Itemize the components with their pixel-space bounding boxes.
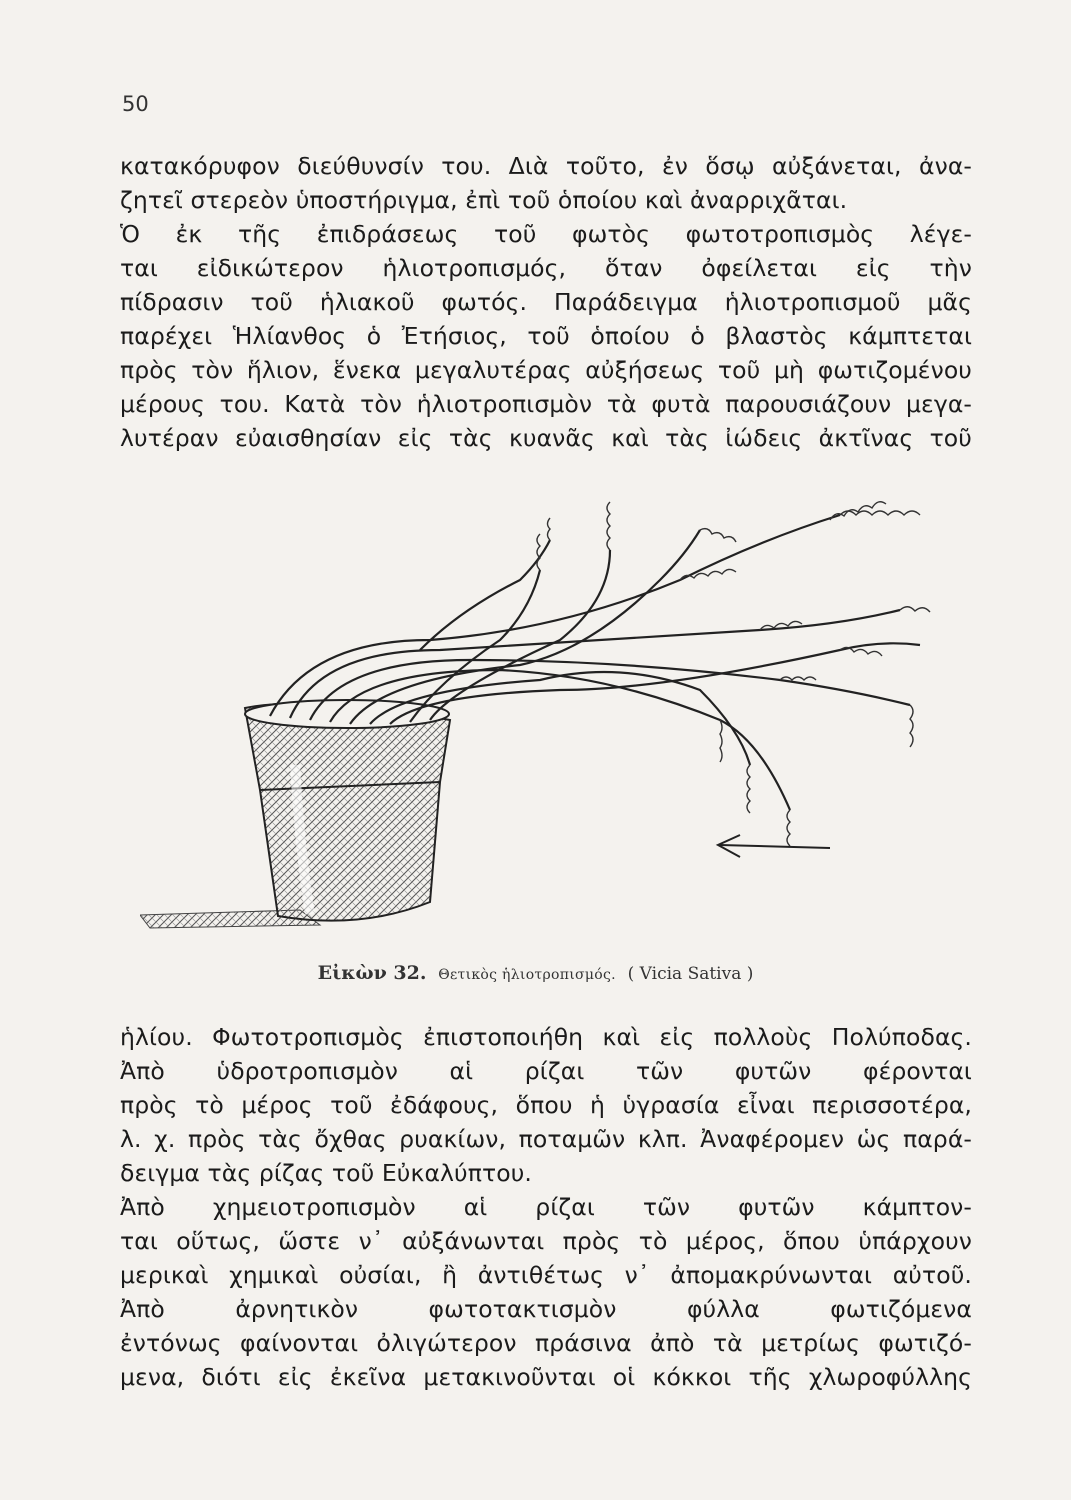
text-line: Ἀπὸ ὑδροτροπισμὸν αἱ ρίζαι τῶν φυτῶν φέρονται bbox=[120, 1057, 972, 1085]
caption-label: Εἰκὼν 32. bbox=[317, 962, 427, 984]
text-line: Ἀπὸ χημειοτροπισμὸν αἱ ρίζαι τῶν φυτῶν κάμπτον- bbox=[120, 1193, 972, 1221]
top-paragraphs bbox=[120, 149, 972, 455]
flower-pot bbox=[245, 700, 450, 921]
text-line: κατακόρυφον διεύθυνσίν του. Διὰ τοῦτο, ἐν ὅσῳ αὐξάνεται, ἀνα- bbox=[120, 152, 972, 180]
text-line: λυτέραν εὐαισθησίαν εἰς τὰς κυανᾶς καὶ τὰς ἰώδεις ἀκτῖνας τοῦ bbox=[120, 424, 972, 452]
text-line: ζητεῖ στερεὸν ὑποστήριγμα, ἐπὶ τοῦ ὁποίου καὶ ἀναρριχᾶται. bbox=[120, 186, 848, 214]
text-line: ται οὕτως, ὥστε ν᾽ αὐξάνωνται πρὸς τὸ μέρος, ὅπου ὑπάρχουν bbox=[120, 1227, 972, 1255]
caption-title: Θετικὸς ἡλιοτροπισμός. bbox=[438, 967, 616, 983]
text-line: ἡλίου. Φωτοτροπισμὸς ἐπιστοποιήθη καὶ εἰς πολλοὺς Πολύποδας. bbox=[120, 1023, 972, 1051]
text-line: ται εἰδικώτερον ἡλιοτροπισμός, ὅταν ὀφείλεται εἰς τὴν bbox=[120, 254, 972, 282]
text-line: Ὁ ἐκ τῆς ἐπιδράσεως τοῦ φωτὸς φωτοτροπισμὸς λέγε- bbox=[120, 220, 972, 248]
bottom-paragraphs bbox=[120, 1020, 972, 1394]
text-line: πρὸς τὸ μέρος τοῦ ἐδάφους, ὅπου ἡ ὑγρασία εἶναι περισσοτέρα, bbox=[120, 1091, 972, 1119]
text-line: πίδρασιν τοῦ ἡλιακοῦ φωτός. Παράδειγμα ἡλιοτροπισμοῦ μᾶς bbox=[120, 288, 972, 316]
text-line: ἐντόνως φαίνονται ὀλιγώτερον πράσινα ἀπὸ τὰ μετρίως φωτιζό- bbox=[120, 1329, 972, 1357]
text-line: μέρους του. Κατὰ τὸν ἡλιοτροπισμὸν τὰ φυτὰ παρουσιάζουν μεγα- bbox=[120, 390, 972, 418]
text-line: Ἀπὸ ἀρνητικὸν φωτοτακτισμὸν φύλλα φωτιζόμενα bbox=[120, 1295, 972, 1323]
text-line: πρὸς τὸν ἥλιον, ἕνεκα μεγαλυτέρας αὐξήσεως τοῦ μὴ φωτιζομένου bbox=[120, 356, 972, 384]
text-line: μερικαὶ χημικαὶ οὐσίαι, ἢ ἀντιθέτως ν᾽ ἀπομακρύνωνται αὐτοῦ. bbox=[120, 1261, 972, 1289]
page-number: 50 bbox=[122, 92, 149, 116]
text-line: λ. χ. πρὸς τὰς ὄχθας ρυακίων, ποταμῶν κλπ. Ἀναφέρομεν ὡς παρά- bbox=[120, 1125, 972, 1153]
phototropism-drawing bbox=[140, 490, 940, 950]
plant-illustration bbox=[140, 490, 940, 950]
text-line: δειγμα τὰς ρίζας τοῦ Εὐκαλύπτου. bbox=[120, 1159, 532, 1187]
text-line: μενα, διότι εἰς ἐκεῖνα μετακινοῦνται οἱ κόκκοι τῆς χλωροφύλλης bbox=[120, 1363, 972, 1391]
caption-species: ( Vicia Sativa ) bbox=[627, 964, 754, 984]
light-direction-arrow bbox=[718, 835, 830, 857]
figure-caption bbox=[0, 962, 1071, 984]
text-line: παρέχει Ἡλίανθος ὁ Ἐτήσιος, τοῦ ὁποίου ὁ βλαστὸς κάμπτεται bbox=[120, 322, 972, 350]
